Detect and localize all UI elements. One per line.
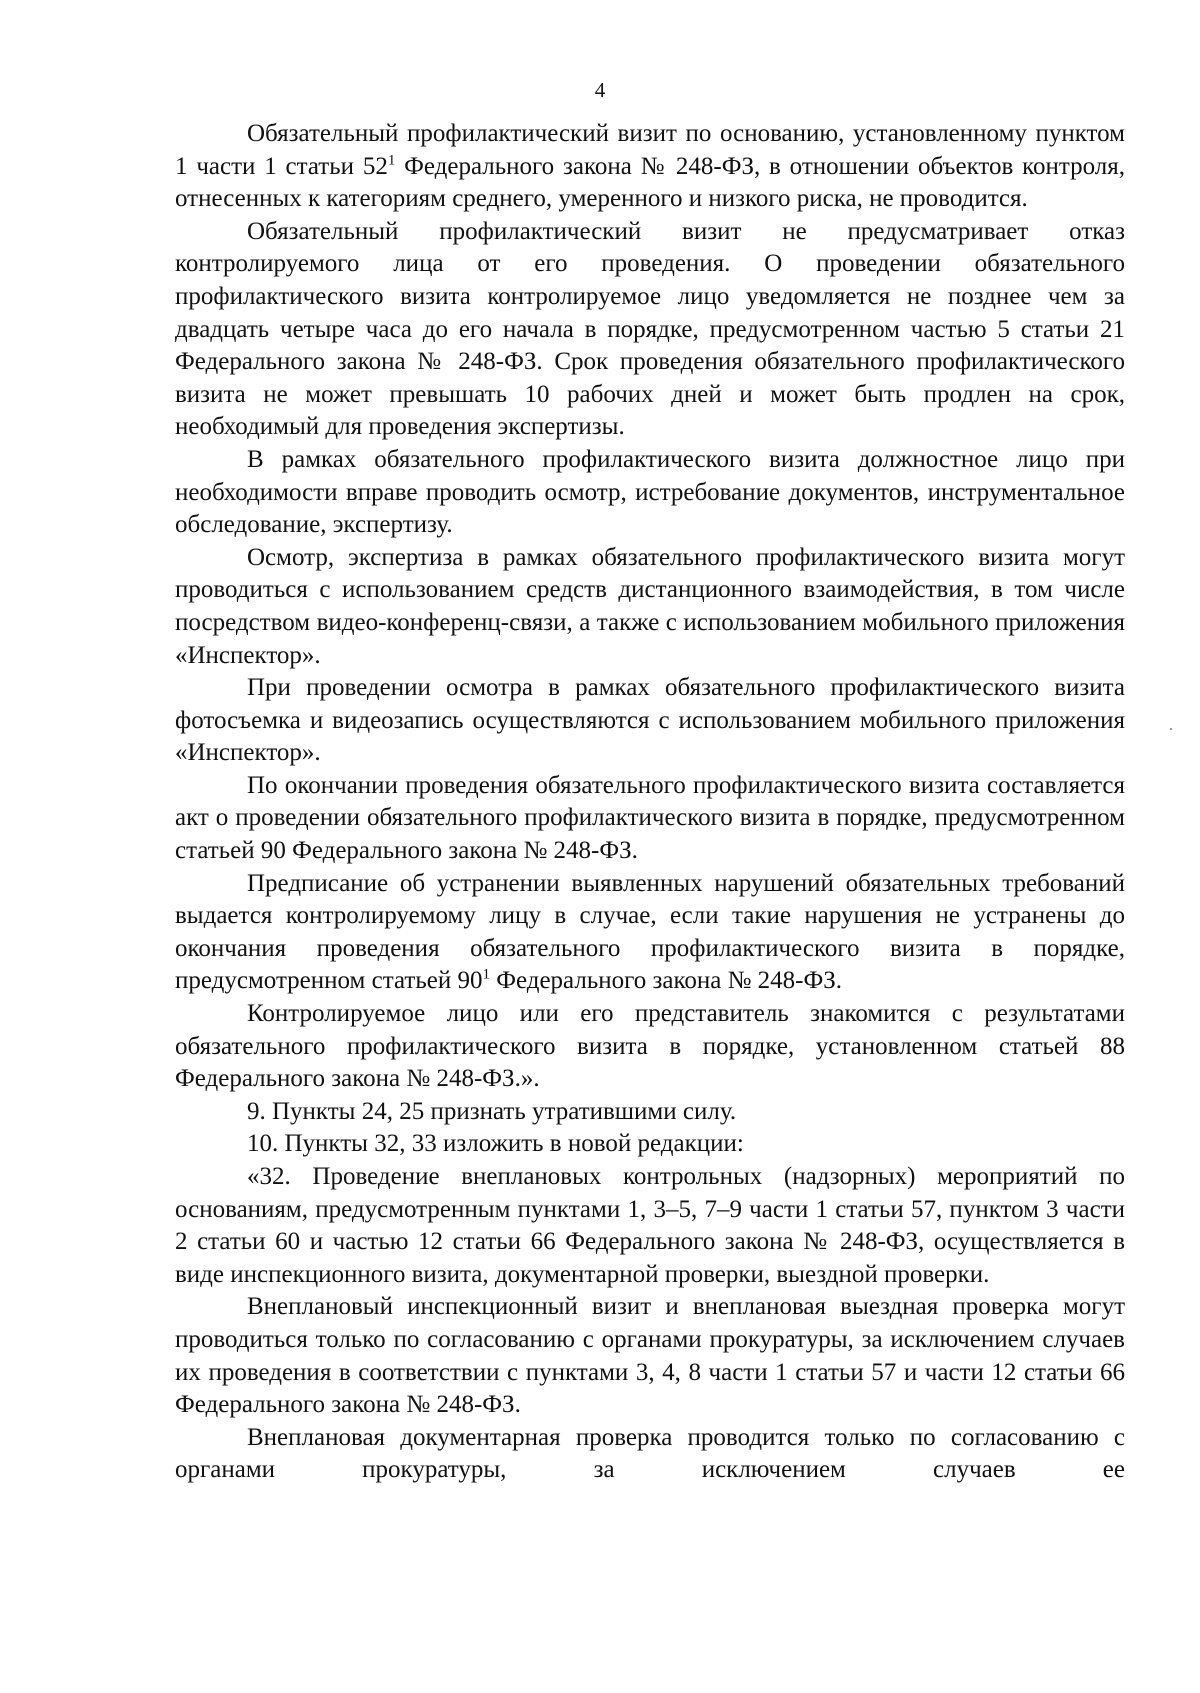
paragraph-text: Федерального закона № 248-ФЗ, в отношении объектов контроля, отнесенных к категориям среднего, умеренного и низкого риска, не проводится. xyxy=(175,152,1125,213)
paragraph-text: Предписание об устранении выявленных нарушений обязательных требований выдается контролируемому лицу в случае, если такие нарушения не устранены до окончания проведения обязательного профилактического визита в порядке, предусмотренном статьей 90 xyxy=(175,869,1125,995)
document-body xyxy=(175,118,1125,1487)
paragraph-item-10: 10. Пункты 32, 33 изложить в новой редакции: xyxy=(247,1130,744,1158)
paragraph-unscheduled-visit: Внеплановый инспекционный визит и внеплановая выездная проверка могут проводиться только по согласованию с органами прокуратуры, за исключением случаев их проведения в соответствии с пунктами 3, 4, 8 части 1 статьи 57 и части 12 статьи 66 Федерального закона № 248-ФЗ. xyxy=(175,1293,1125,1419)
superscript: 1 xyxy=(482,967,490,984)
paragraph-item-32: «32. Проведение внеплановых контрольных (надзорных) мероприятий по основаниям, предусмотренным пунктами 1, 3–5, 7–9 части 1 статьи 57, пунктом 3 части 2 статьи 60 и частью 12 статьи 66 Федерального закона № 248-ФЗ, осуществляется в виде инспекционного визита, документарной проверки, выездной проверки. xyxy=(175,1163,1125,1288)
paragraph-official-rights: В рамках обязательного профилактического визита должностное лицо при необходимости вправе проводить осмотр, истребование документов, инструментальное обследование, экспертизу. xyxy=(175,445,1125,539)
scan-speck xyxy=(1170,728,1172,730)
paragraph-mandatory-visit-not-conducted xyxy=(175,118,1125,216)
paragraph-results-familiarization: Контролируемое лицо или его представитель знакомится с результатами обязательного профилактического визита в порядке, установленном статьей 88 Федерального закона № 248-ФЗ.». xyxy=(175,1000,1125,1093)
paragraph-prescription xyxy=(175,868,1125,998)
paragraph-act: По окончании проведения обязательного профилактического визита составляется акт о проведении обязательного профилактического визита в порядке, предусмотренном статьей 90 Федерального закона № 248-ФЗ. xyxy=(175,771,1125,865)
paragraph-text: Обязательный профилактический визит по основанию, установленному пунктом 1 части 1 статьи 52 xyxy=(175,120,1125,180)
paragraph-text: Федерального закона № 248-ФЗ. xyxy=(489,967,843,995)
paragraph-photo-video: При проведении осмотра в рамках обязательного профилактического визита фотосъемка и видеозапись осуществляются с использованием мобильного приложения «Инспектор». xyxy=(175,674,1125,767)
paragraph-documentary-check: Внеплановая документарная проверка проводится только по согласованию с органами прокуратуры, за исключением случаев ее xyxy=(175,1423,1125,1484)
paragraph-remote-means: Осмотр, экспертиза в рамках обязательного профилактического визита могут проводиться с использованием средств дистанционного взаимодействия, в том числе посредством видео-конференц-связи, а также с использованием мобильного приложения «Инспектор». xyxy=(175,543,1125,669)
superscript: 1 xyxy=(387,152,396,169)
paragraph-item-9: 9. Пункты 24, 25 признать утратившими силу. xyxy=(247,1097,737,1125)
paragraph-no-refusal: Обязательный профилактический визит не предусматривает отказ контролируемого лица от его проведения. О проведении обязательного профилактического визита контролируемое лицо уведомляется не позднее чем за двадцать четыре часа до его начала в порядке, предусмотренном частью 5 статьи 21 Федерального закона № 248-ФЗ. Срок проведения обязательного профилактического визита не может превышать 10 рабочих дней и может быть продлен на срок, необходимый для проведения экспертизы. xyxy=(175,217,1125,441)
page-number: 4 xyxy=(594,78,606,102)
